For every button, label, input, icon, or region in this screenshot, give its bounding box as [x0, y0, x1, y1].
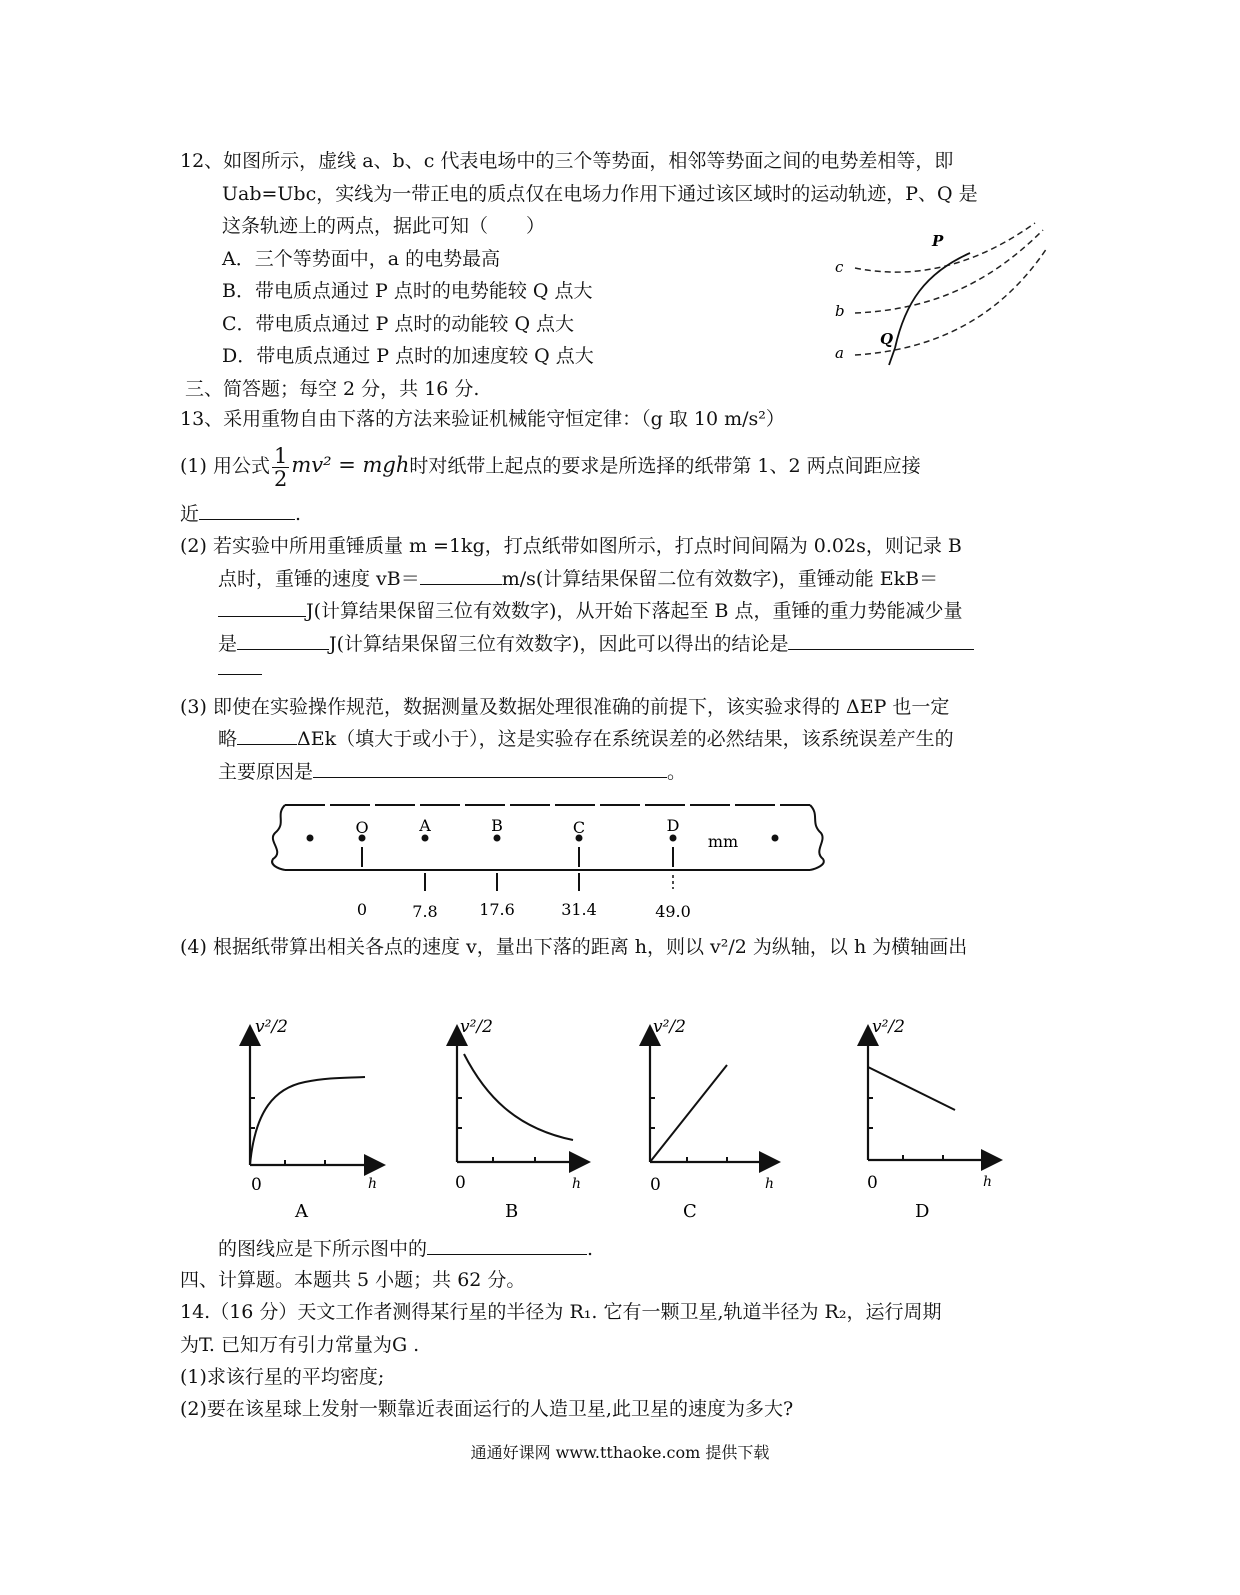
graph-b-origin: 0	[455, 1173, 466, 1193]
q12-line3: 这条轨迹上的两点，据此可知（ ）	[222, 215, 546, 237]
graph-d	[867, 1017, 992, 1222]
q14-line3: (1)求该行星的平均密度;	[180, 1366, 385, 1388]
graphs-figure	[235, 1010, 1015, 1225]
tape-point-c	[573, 818, 585, 891]
q12-line2: Uab=Ubc，实线为一带正电的质点仅在电场力作用下通过该区域时的运动轨迹，P、Q 是	[222, 183, 978, 205]
tape-point-b	[491, 816, 503, 891]
q13-part1-cont: 近 .	[180, 503, 302, 525]
graph-a-ylabel: v²/2	[255, 1017, 288, 1037]
answer-blank-conclusion[interactable]	[788, 631, 974, 650]
tape-unit: mm	[707, 832, 739, 851]
tape-left-tear	[272, 805, 285, 870]
graph-d-ylabel: v²/2	[872, 1017, 905, 1037]
q13-part2-line4: 是 J(计算结果保留三位有效数字)，因此可以得出的结论是	[218, 630, 974, 658]
q13-p1-post: 时对纸带上起点的要求是所选择的纸带第 1、2 两点间距应接	[409, 455, 921, 477]
q13-part2-line2: 点时，重锤的速度 vB＝ m/s(计算结果保留二位有效数字)，重锤动能 EkB＝	[218, 568, 939, 590]
q13-part3-line1: (3) 即使在实验操作规范，数据测量及数据处理很准确的前提下，该实验求得的 ΔEP 也一定	[180, 696, 950, 718]
graph-b-ylabel: v²/2	[460, 1017, 493, 1037]
svg-text:O: O	[355, 818, 369, 837]
equipotential-c	[855, 223, 1035, 272]
q12-option-a: A．三个等势面中，a 的电势最高	[222, 248, 501, 270]
q13-p1-formula: mv² = mgh	[291, 453, 410, 477]
q13-part4-line2: 的图线应是下所示图中的 .	[218, 1238, 594, 1260]
graph-b-xlabel: h	[572, 1176, 582, 1192]
tape-right-tear	[810, 805, 824, 870]
tape-point-a	[418, 816, 431, 891]
equipotential-figure	[825, 218, 1050, 368]
reading-b: 17.6	[479, 900, 515, 919]
section4-heading: 四、计算题。本题共 5 小题；共 62 分。	[180, 1269, 526, 1291]
answer-blank-reason[interactable]	[313, 759, 667, 778]
fraction-half: $\frac{1}{2}$	[273, 443, 288, 491]
q13-part2-line1: (2) 若实验中所用重锤质量 m =1kg，打点纸带如图所示，打点时间间隔为 0.02s，则记录 B	[180, 535, 962, 557]
q13-intro: 13、采用重物自由下落的方法来验证机械能守恒定律：（g 取 10 m/s²）	[180, 408, 785, 430]
tape-point-d	[667, 816, 680, 889]
label-q: Q	[880, 330, 894, 348]
q14-line4: (2)要在该星球上发射一颗靠近表面运行的人造卫星,此卫星的速度为多大?	[180, 1398, 794, 1420]
answer-blank-compare[interactable]	[237, 726, 297, 745]
q14-line1: 14.（16 分）天文工作者测得某行星的半径为 R₁. 它有一颗卫星,轨道半径为 R₂，运行周期	[180, 1301, 942, 1323]
answer-blank-vb[interactable]	[420, 566, 502, 585]
q13-part2-line3: J(计算结果保留三位有效数字)，从开始下落起至 B 点，重锤的重力势能减少量	[218, 597, 963, 625]
svg-text:D: D	[666, 816, 680, 835]
tape-point-o	[355, 818, 368, 867]
q12-option-b: B．带电质点通过 P 点时的电势能较 Q 点大	[222, 280, 593, 302]
answer-blank-1[interactable]	[199, 501, 295, 520]
section3-heading: 三、简答题；每空 2 分，共 16 分.	[185, 378, 480, 400]
q13-part2-line5	[218, 655, 262, 683]
graph-c-ylabel: v²/2	[653, 1017, 686, 1037]
svg-text:B: B	[491, 816, 503, 835]
answer-blank-conclusion-cont[interactable]	[218, 656, 262, 675]
svg-text:A: A	[419, 816, 431, 835]
q13-part3-line2: 略 ΔEk（填大于或小于），这是实验存在系统误差的必然结果，该系统误差产生的	[218, 728, 954, 750]
page-footer: 通通好课网 www.tthaoke.com 提供下载	[470, 1443, 770, 1462]
graph-c-letter: C	[683, 1201, 697, 1222]
q12-line1: 12、如图所示，虚线 a、b、c 代表电场中的三个等势面，相邻等势面之间的电势差相等，即	[180, 150, 954, 172]
q13-part3-line3: 主要原因是 。	[218, 761, 687, 783]
graph-b-letter: B	[505, 1201, 519, 1222]
graph-a-origin: 0	[251, 1175, 262, 1195]
q12-option-c: C．带电质点通过 P 点时的动能较 Q 点大	[222, 313, 575, 335]
equipotential-b	[855, 230, 1043, 313]
graph-a-letter: A	[295, 1201, 308, 1222]
q13-part1	[180, 440, 921, 491]
graph-c-xlabel: h	[765, 1176, 775, 1192]
reading-c: 31.4	[561, 900, 597, 919]
reading-o: 0	[356, 900, 368, 919]
tape-dot-left	[307, 835, 314, 842]
q13-p1-pre: (1) 用公式	[180, 455, 270, 477]
answer-blank-graph[interactable]	[427, 1236, 587, 1255]
label-b: b	[835, 302, 845, 320]
graph-a-xlabel: h	[368, 1176, 378, 1192]
graph-a	[250, 1017, 377, 1222]
trajectory-curve	[895, 253, 970, 348]
answer-blank-ekb[interactable]	[218, 598, 306, 617]
graph-c	[650, 1017, 774, 1222]
label-a: a	[835, 344, 844, 362]
tape-dot-right	[772, 835, 779, 842]
graph-d-letter: D	[915, 1201, 930, 1222]
reading-d: 49.0	[655, 902, 691, 921]
label-c: c	[835, 258, 844, 276]
q14-line2: 为T. 已知万有引力常量为G .	[180, 1334, 420, 1356]
q13-part4-line1: (4) 根据纸带算出相关各点的速度 v，量出下落的距离 h，则以 v²/2 为纵轴，以 h 为横轴画出	[180, 936, 968, 958]
reading-a: 7.8	[412, 902, 438, 921]
paper-tape-figure	[265, 795, 835, 925]
q12-option-d: D．带电质点通过 P 点时的加速度较 Q 点大	[222, 345, 594, 367]
svg-text:C: C	[572, 818, 586, 837]
answer-blank-ep[interactable]	[237, 631, 329, 650]
label-p: P	[932, 232, 944, 250]
graph-b	[455, 1017, 581, 1222]
graph-d-xlabel: h	[983, 1174, 993, 1190]
graph-c-origin: 0	[650, 1175, 661, 1195]
graph-d-origin: 0	[867, 1173, 878, 1193]
